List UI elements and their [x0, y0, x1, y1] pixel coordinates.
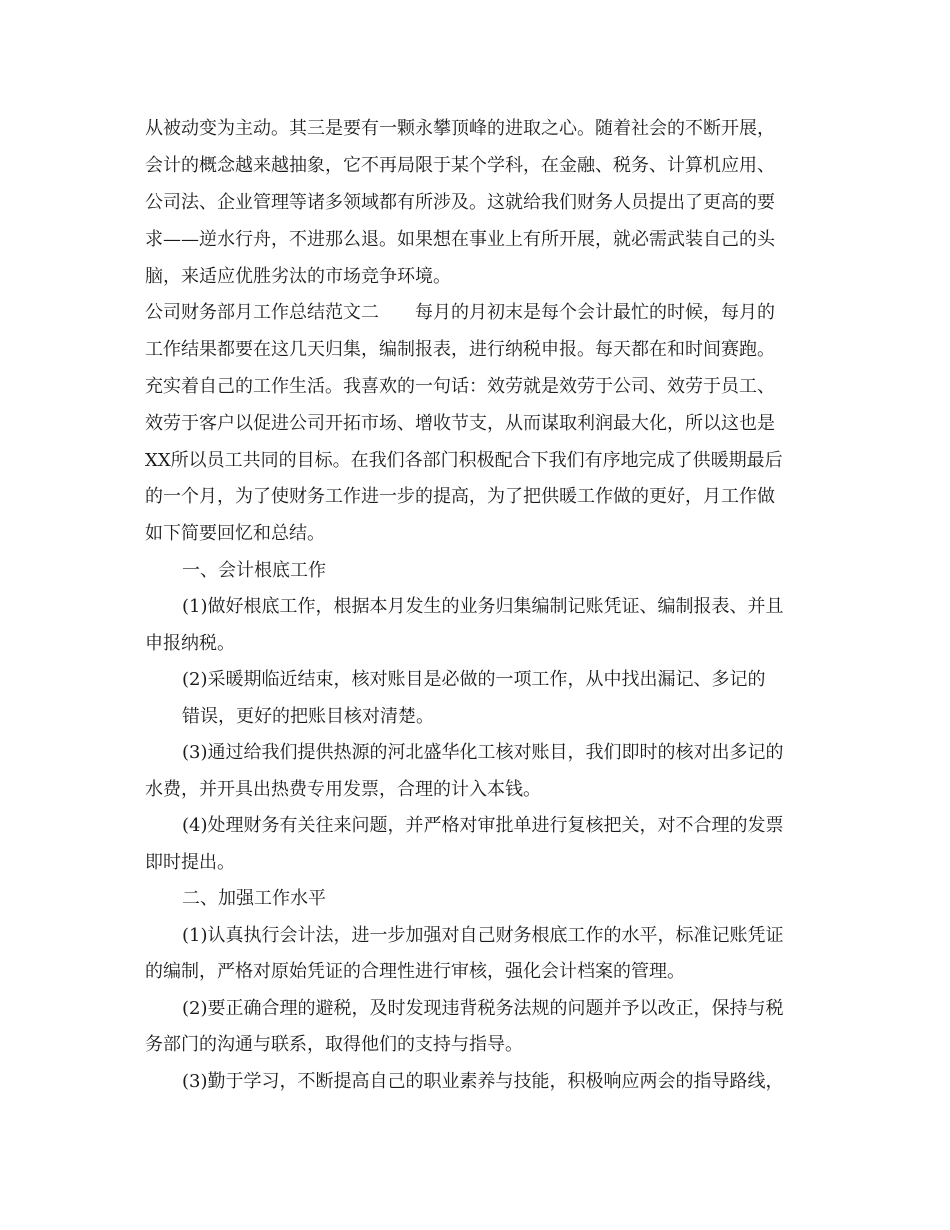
text-line: 工作结果都要在这几天归集，编制报表，进行纳税申报。每天都在和时间赛跑。 — [145, 339, 775, 360]
text-line: 务部门的沟通与联系，取得他们的支持与指导。 — [145, 1034, 523, 1055]
list-item-line: (1)认真执行会计法，进一步加强对自己财务根底工作的水平，标准记账凭证 — [182, 925, 784, 946]
list-item-line: (3)通过给我们提供热源的河北盛华化工核对账目，我们即时的核对出多记的 — [182, 742, 784, 763]
subheading: 二、加强工作水平 — [182, 888, 326, 909]
subheading: 一、会计根底工作 — [182, 560, 326, 581]
text-line: XX所以员工共同的目标。在我们各部门积极配合下我们有序地完成了供暖期最后 — [145, 450, 783, 471]
text-line: 效劳于客户以促进公司开拓市场、增收节支，从而谋取利润最大化，所以这也是 — [145, 413, 775, 434]
text-line: 错误，更好的把账目核对清楚。 — [182, 706, 434, 727]
text-line: 即时提出。 — [145, 852, 235, 873]
text-line: 水费，并开具出热费专用发票，合理的计入本钱。 — [145, 779, 541, 800]
list-item-line: (2)采暖期临近结束，核对账目是必做的一项工作，从中找出漏记、多记的 — [182, 669, 766, 690]
list-item-line: (4)处理财务有关往来问题，并严格对审批单进行复核把关，对不合理的发票 — [182, 815, 784, 836]
text-line: 会计的概念越来越抽象，它不再局限于某个学科，在金融、税务、计算机应用、 — [145, 155, 775, 176]
list-item-line: (1)做好根底工作，根据本月发生的业务归集编制记账凭证、编制报表、并且 — [182, 596, 784, 617]
list-item-line: (2)要正确合理的避税，及时发现违背税务法规的问题并予以改正，保持与税 — [182, 998, 784, 1019]
text-line: 如下简要回忆和总结。 — [145, 523, 325, 544]
text-line: 的一个月，为了使财务工作进一步的提高，为了把供暖工作做的更好，月工作做 — [145, 486, 775, 507]
text-line: 申报纳税。 — [145, 633, 235, 654]
list-item-line: (3)勤于学习，不断提高自己的职业素养与技能，积极响应两会的指导路线， — [182, 1071, 784, 1092]
section-heading-line: 公司财务部月工作总结范文二 每月的月初末是每个会计最忙的时候，每月的 — [145, 302, 775, 323]
text-line: 脑，来适应优胜劣汰的市场竞争环境。 — [145, 266, 451, 287]
text-line: 公司法、企业管理等诸多领域都有所涉及。这就给我们财务人员提出了更高的要 — [145, 192, 775, 213]
text-line: 充实着自己的工作生活。我喜欢的一句话：效劳就是效劳于公司、效劳于员工、 — [145, 376, 775, 397]
text-line: 求——逆水行舟，不进那么退。如果想在事业上有所开展，就必需武装自己的头 — [145, 229, 775, 250]
text-line: 从被动变为主动。其三是要有一颗永攀顶峰的进取之心。随着社会的不断开展， — [145, 118, 775, 139]
text-line: 的编制，严格对原始凭证的合理性进行审核，强化会计档案的管理。 — [145, 961, 685, 982]
